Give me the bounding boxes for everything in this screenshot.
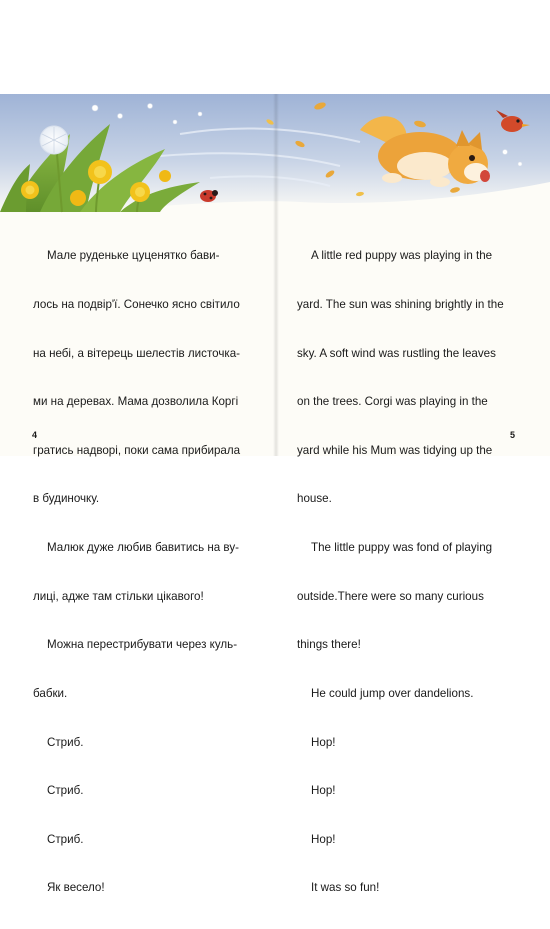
text-line: на небі, а вітерець шелестів листочка-: [33, 346, 241, 360]
text-line: лиці, адже там стільки цікавого!: [33, 589, 204, 603]
text-line: A little red puppy was playing in the: [311, 249, 493, 263]
text-line: Стриб.: [47, 832, 84, 846]
text-line: ми на деревах. Мама дозволила Коргі: [33, 395, 239, 409]
text-line: It was so fun!: [311, 881, 380, 895]
left-page-text: [33, 216, 240, 929]
text-line: The little puppy was fond of playing: [311, 541, 493, 555]
text-line: Можна перестрибувати через куль-: [47, 638, 238, 652]
text-line: things there!: [297, 638, 361, 652]
text-line: Стриб.: [47, 784, 84, 798]
text-line: Малюк дуже любив бавитись на ву-: [47, 541, 239, 555]
text-line: Hop!: [311, 784, 336, 798]
book-spread: [0, 94, 550, 895]
text-line: sky. A soft wind was rustling the leaves: [297, 346, 496, 360]
text-line: бабки.: [33, 686, 68, 700]
text-line: on the trees. Corgi was playing in the: [297, 395, 488, 409]
right-page-text: [297, 216, 504, 929]
text-line: house.: [297, 492, 332, 506]
text-line: Мале руденьке цуценятко бави-: [47, 249, 220, 263]
text-line: Стриб.: [47, 735, 84, 749]
text-line: гратись надворі, поки сама прибирала: [33, 443, 241, 457]
text-line: Hop!: [311, 735, 336, 749]
text-line: лось на подвір'ї. Сонечко ясно світило: [33, 298, 240, 312]
text-line: yard while his Mum was tidying up the: [297, 443, 493, 457]
text-line: outside.There were so many curious: [297, 589, 484, 603]
text-line: в будиночку.: [33, 492, 100, 506]
page-number-right: 5: [510, 430, 516, 440]
text-line: He could jump over dandelions.: [311, 686, 474, 700]
text-line: Як весело!: [47, 881, 105, 895]
text-line: Hop!: [311, 832, 336, 846]
text-line: yard. The sun was shining brightly in the: [297, 298, 504, 312]
book-gutter: [273, 94, 279, 456]
page-number-left: 4: [32, 430, 38, 440]
dandelion-puff: [40, 126, 68, 154]
